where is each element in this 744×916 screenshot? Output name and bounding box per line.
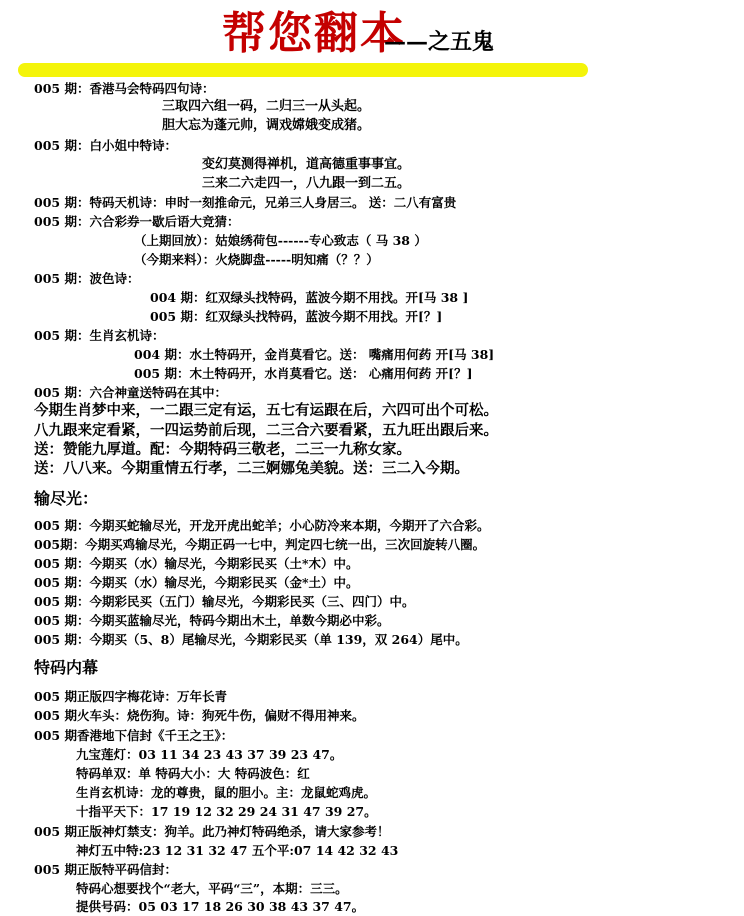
text-line: （今期来料）：火烧脚盘-----明知痛（？？） — [134, 252, 379, 267]
text-line: 005 期：今期买（水）输尽光，今期彩民买（金*土）中。 — [34, 575, 359, 590]
text-line: 005 期：今期买（5、8）尾输尽光，今期彩民买（单 139，双 264）尾中。 — [34, 632, 468, 647]
text-line: 特码单双：单 特码大小：大 特码波色：红 — [76, 766, 310, 781]
text-line: 005 期：波色诗： — [34, 271, 140, 286]
text-line: 005 期正版四字梅花诗：万年长青 — [34, 689, 227, 704]
text-line: 送：八八来。今期重情五行孝，二三婀娜兔美貌。送：三二入今期。 — [34, 460, 469, 477]
text-line: 005 期：今期彩民买（五门）输尽光，今期彩民买（三、四门）中。 — [34, 594, 415, 609]
text-line: 005 期：香港马会特码四句诗： — [34, 81, 215, 96]
text-line: 三来二六走四一，八九跟一到二五。 — [202, 176, 411, 191]
text-line: 005期：今期买鸡输尽光，今期正码一七中，判定四七统一出，三次回旋转八圈。 — [34, 537, 486, 552]
text-line: 005 期：今期买（水）输尽光，今期彩民买（土*木）中。 — [34, 556, 359, 571]
text-line: 005 期：特码天机诗：申时一刻推命元，兄弟三人身居三。 送：二八有富贵 — [34, 195, 457, 210]
text-line: 八九跟来定看紧，一四运势前后现，二三合六要看紧，五九旺出跟后来。 — [34, 422, 498, 439]
text-line: 送：赞能九厚道。配：今期特码三敬老，二三一九称女家。 — [34, 441, 411, 458]
text-line: 今期生肖梦中来，一二跟三定有运，五七有运跟在后，六四可出个可松。 — [34, 402, 498, 419]
text-line: 特码心想要找个“老大，平码“三”，本期：三三。 — [76, 881, 348, 896]
text-line: 005 期：六合神童送特码在其中： — [34, 385, 227, 400]
text-line: 生肖玄机诗：龙的尊贵，鼠的胆小。主：龙鼠蛇鸡虎。 — [76, 785, 377, 800]
text-line: 005 期火车头：烧伤狗。诗：狗死牛伤，偏财不得用神来。 — [34, 708, 365, 723]
text-line: 005 期：今期买蓝输尽光，特码今期出木土，单数今期必中彩。 — [34, 613, 390, 628]
text-line: 神灯五中特:23 12 31 32 47 五个平:07 14 42 32 43 — [76, 843, 399, 858]
text-line: 九宝莲灯：03 11 34 23 43 37 39 23 47。 — [76, 747, 343, 762]
text-line: 005 期：白小姐中特诗： — [34, 138, 177, 153]
text-line: 004 期：水土特码开，金肖莫看它。送： 嘴痛用何药 开[马 38] — [134, 347, 495, 362]
page-title: 帮您翻本 — [222, 8, 406, 59]
text-line: 三取四六组一码，二归三一从头起。 — [162, 99, 371, 114]
text-line: 005 期：六合彩券一歇后语大竞猜： — [34, 214, 240, 229]
text-line: 005 期：木土特码开，水肖莫看它。送： 心痛用何药 开[？] — [134, 366, 473, 381]
text-line: 005 期：生肖玄机诗： — [34, 328, 165, 343]
text-line: 提供号码：05 03 17 18 26 30 38 43 37 47。 — [76, 899, 365, 914]
highlight-bar — [18, 63, 588, 77]
text-line: 十指平天下：17 19 12 32 29 24 31 47 39 27。 — [76, 804, 377, 819]
page-subtitle: ——之五鬼 — [384, 29, 495, 55]
text-line: 胆大忘为蓬元帅，调戏嫦娥变成猪。 — [162, 118, 371, 133]
text-line: 005 期香港地下信封《千王之王》： — [34, 728, 234, 743]
text-line: 变幻莫测得禅机，道高德重事事宜。 — [202, 157, 411, 172]
text-line: 005 期：今期买蛇输尽光，开龙开虎出蛇羊；小心防冷来本期，今期开了六合彩。 — [34, 518, 490, 533]
text-line: 004 期：红双绿头找特码，蓝波今期不用找。开[马 38 ] — [150, 290, 469, 305]
text-line: 005 期正版神灯禁支：狗羊。此乃神灯特码绝杀，请大家参考！ — [34, 824, 390, 839]
text-line: 005 期：红双绿头找特码，蓝波今期不用找。开[？] — [150, 309, 443, 324]
section-heading: 输尽光： — [34, 489, 99, 508]
section-heading: 特码内幕 — [34, 658, 99, 677]
text-line: 005 期正版特平码信封： — [34, 862, 177, 877]
text-line: （上期回放）：姑娘绣荷包------专心致志（ 马 38 ） — [134, 233, 427, 248]
